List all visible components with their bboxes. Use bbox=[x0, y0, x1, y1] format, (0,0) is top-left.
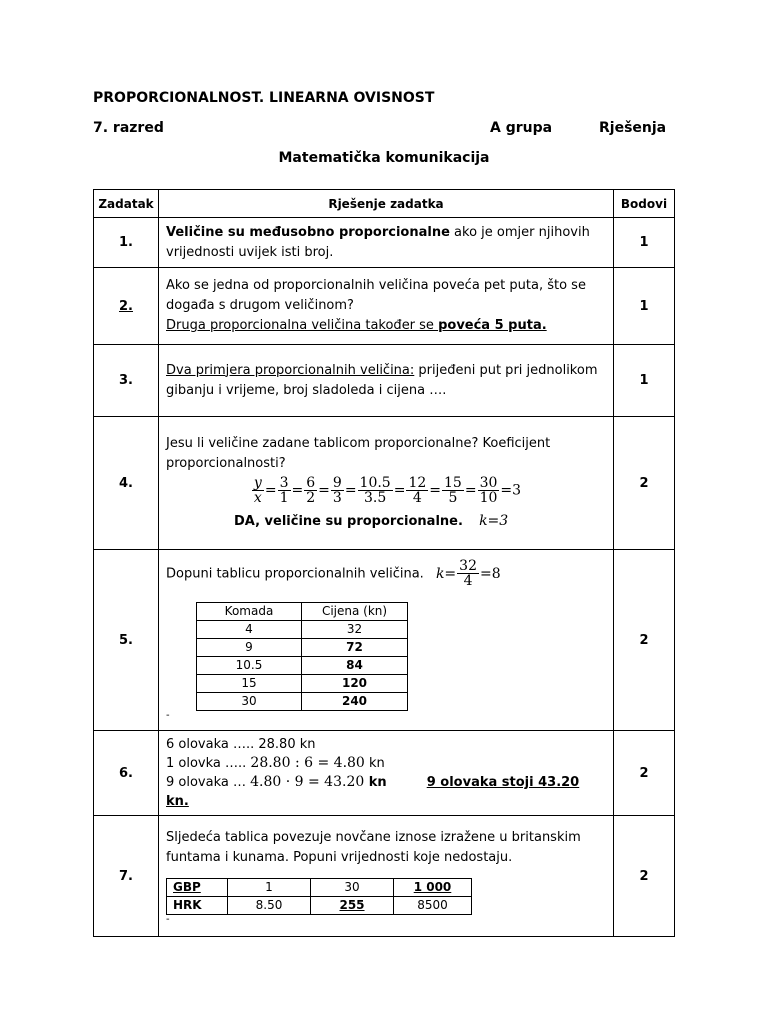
fraction: $\frac{32}{4}$ bbox=[459, 558, 477, 589]
task-points: 2 bbox=[614, 550, 675, 731]
task-1-bold: Veličine su međusobno proporcionalne bbox=[166, 224, 450, 240]
header-points: Bodovi bbox=[614, 190, 675, 218]
task-6-line3: 9 olovaka … 4.80 · 9 = 43.20 kn 9 olovaka stoji 43.20 kn. bbox=[166, 774, 580, 809]
fraction: $\frac{12}{4}$ bbox=[408, 475, 427, 506]
document-title: PROPORCIONALNOST. LINEARNA OVISNOST bbox=[93, 90, 435, 106]
task-3-under: Dva primjera proporcionalnih veličina: bbox=[166, 362, 415, 378]
task-4-result: 3 bbox=[512, 482, 522, 499]
solutions-label: Rješenja bbox=[599, 120, 667, 136]
task-7-table bbox=[166, 878, 472, 915]
task-1-text: ako je omjer njihovih vrijednosti uvijek isti broj. bbox=[166, 224, 590, 260]
fraction: $\frac{3}{1}$ bbox=[279, 475, 289, 506]
task-4-question: Jesu li veličine zadane tablicom proporcionalne? Koeficijent proporcionalnosti? bbox=[166, 436, 551, 471]
task-number: 6. bbox=[94, 731, 159, 816]
task-4-answer: DA, veličine su proporcionalne. bbox=[234, 514, 463, 529]
task-number: 1. bbox=[94, 218, 159, 268]
fraction: $\frac{15}{5}$ bbox=[444, 475, 462, 506]
task-2-answer-b: poveća 5 puta. bbox=[438, 318, 547, 333]
task-1-body bbox=[159, 218, 614, 268]
table-row: 10.5 84 bbox=[197, 657, 408, 675]
task-5-text-line bbox=[166, 559, 606, 588]
fraction: $\frac{y}{x}$ bbox=[253, 475, 262, 506]
task-points: 1 bbox=[614, 345, 675, 417]
table-row: 4 32 bbox=[197, 621, 408, 639]
task-2-answer bbox=[166, 316, 606, 336]
table-row bbox=[94, 268, 675, 345]
fraction: $\frac{30}{10}$ bbox=[479, 475, 498, 506]
header-solution: Rješenje zadatka bbox=[159, 190, 614, 218]
group-label: A grupa bbox=[490, 120, 553, 136]
task-points: 2 bbox=[614, 417, 675, 550]
task-6-body bbox=[159, 731, 614, 816]
task-2-question: Ako se jedna od proporcionalnih veličina poveća pet puta, što se događa s drugom veličinom? bbox=[166, 278, 586, 313]
task-2-answer-a: Druga proporcionalna veličina također se bbox=[166, 318, 439, 333]
table-row bbox=[94, 731, 675, 816]
fraction: $\frac{6}{2}$ bbox=[306, 475, 316, 506]
table-header: Cijena (kn) bbox=[302, 603, 408, 621]
task-points: 2 bbox=[614, 816, 675, 937]
table-row bbox=[94, 417, 675, 550]
table-row: HRK 8.50 255 8500 bbox=[167, 896, 472, 914]
table-row: 9 72 bbox=[197, 639, 408, 657]
table-row: 30 240 bbox=[197, 693, 408, 711]
task-number: 7. bbox=[94, 816, 159, 937]
subtitle: Matematička komunikacija bbox=[278, 150, 490, 166]
dash-mark: ‐ bbox=[166, 913, 170, 925]
table-row bbox=[94, 550, 675, 731]
table-row bbox=[94, 345, 675, 417]
table-header-row bbox=[94, 190, 675, 218]
dash-mark: ‐ bbox=[166, 710, 170, 721]
grade-label: 7. razred bbox=[93, 120, 164, 136]
task-5-body bbox=[159, 550, 614, 731]
table-header: Komada bbox=[197, 603, 302, 621]
table-row: GBP 1 30 1 000 bbox=[167, 878, 472, 896]
fraction: $\frac{9}{3}$ bbox=[332, 475, 342, 506]
task-2-body bbox=[159, 268, 614, 345]
task-3-body bbox=[159, 345, 614, 417]
task-4-body bbox=[159, 417, 614, 550]
task-3-text: prijeđeni put pri jednolikom gibanju i vrijeme, broj sladoleda i cijena …. bbox=[166, 362, 598, 398]
header-task: Zadatak bbox=[94, 190, 159, 218]
task-points: 1 bbox=[614, 218, 675, 268]
task-5-table bbox=[196, 602, 408, 711]
solutions-table bbox=[93, 189, 675, 937]
fraction: $\frac{10.5}{3.5}$ bbox=[359, 475, 391, 506]
table-row bbox=[94, 218, 675, 268]
task-6-line2: 1 olovka ….. 28.80 : 6 = 4.80 kn bbox=[166, 755, 385, 771]
task-points: 1 bbox=[614, 268, 675, 345]
task-number: 2. bbox=[94, 268, 159, 345]
task-7-body bbox=[159, 816, 614, 937]
task-number: 3. bbox=[94, 345, 159, 417]
table-row bbox=[94, 816, 675, 937]
task-5-text: Dopuni tablicu proporcionalnih veličina. bbox=[166, 566, 424, 582]
task-6-answer: 9 olovaka stoji 43.20 kn. bbox=[166, 775, 580, 809]
task-4-equation: $\frac{y}{x}$ = $\frac{3}{1}$ = $\frac{6}{2}$ = $\frac{9}{3}$ = $\frac{10.5}{3.5}$ = $\frac{12}{4}$ = $\frac{15}{5}$ = $\frac{30}{10}$ =3 bbox=[253, 475, 522, 506]
task-number: 5. bbox=[94, 550, 159, 731]
task-7-text: Sljedeća tablica povezuje novčane iznose izražene u britanskim funtama i kunama. Popuni vrijednosti koje nedostaju. bbox=[166, 829, 581, 865]
task-points: 2 bbox=[614, 731, 675, 816]
task-4-answer-line bbox=[166, 511, 606, 532]
task-6-line1: 6 olovaka ….. 28.80 kn bbox=[166, 737, 316, 752]
table-row: 15 120 bbox=[197, 675, 408, 693]
task-4-k: k=3 bbox=[479, 513, 509, 529]
task-number: 4. bbox=[94, 417, 159, 550]
task-5-k-equation: k= $\frac{32}{4}$ =8 bbox=[435, 558, 501, 589]
